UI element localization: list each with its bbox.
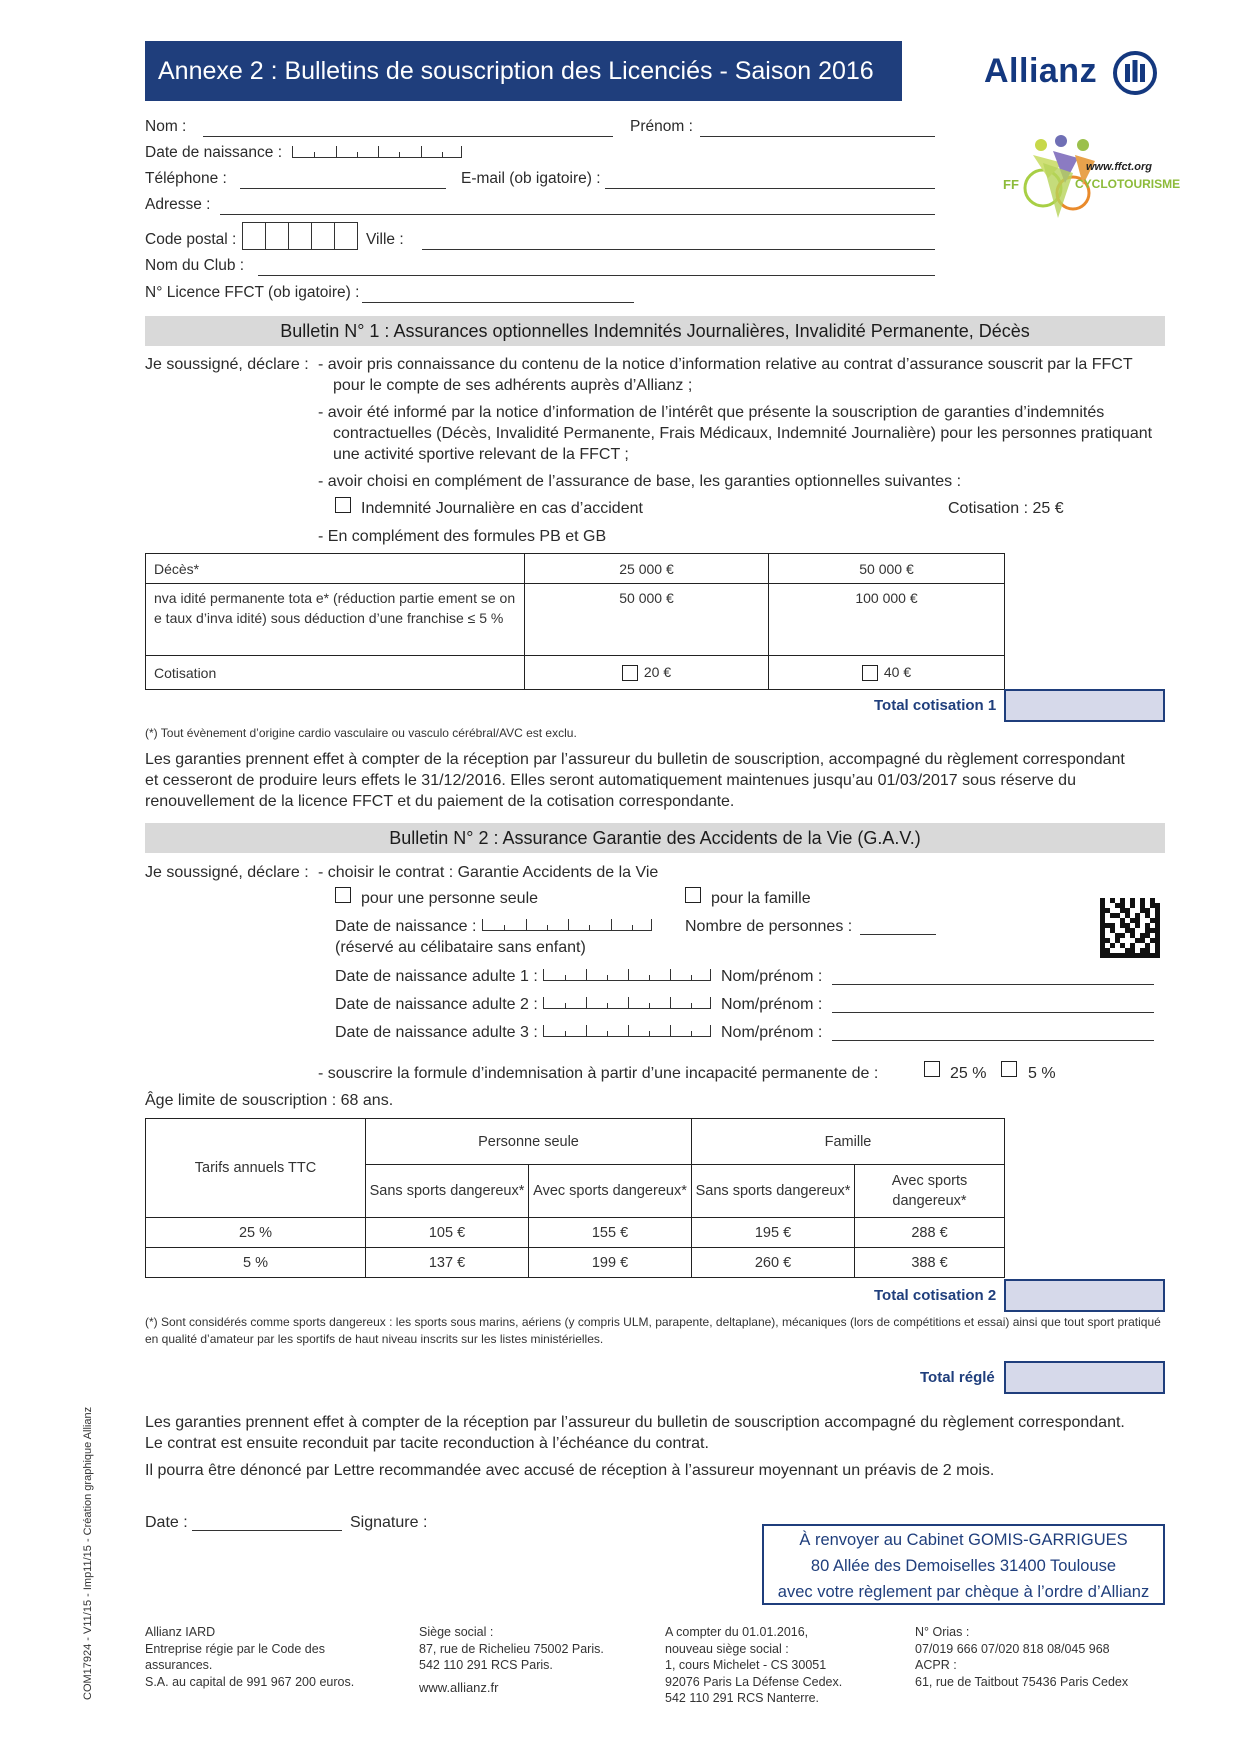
club-field[interactable]	[258, 275, 935, 276]
deces-value-2: 50 000 €	[769, 554, 1005, 584]
b1-note: (*) Tout évènement d’origine cardio vasculaire ou vasculo cérébral/AVC est exclu.	[145, 726, 577, 740]
adulte-3-date-field[interactable]	[543, 1025, 711, 1037]
nb-personnes-field[interactable]	[860, 934, 936, 935]
telephone-field[interactable]	[240, 188, 446, 189]
invalidite-value-2: 100 000 €	[769, 584, 1005, 656]
deces-value-1: 25 000 €	[525, 554, 769, 584]
row-label: 5 %	[146, 1248, 366, 1278]
table-row	[146, 1218, 1005, 1248]
date-field[interactable]	[192, 1530, 342, 1531]
b1-effet-1: Les garanties prennent effet à compter de la réception par l’assureur du bulletin de souscription, accompagné du règlement correspondant	[145, 751, 1125, 768]
date-tick	[586, 969, 587, 980]
date-tick	[670, 1025, 671, 1036]
footer-line: 07/019 666 07/020 818 08/045 968	[915, 1641, 1110, 1656]
personne-seule-label: pour une personne seule	[361, 890, 539, 907]
adulte-2-nom-label: Nom/prénom :	[721, 996, 823, 1013]
b1-effet-2: et cesseront de produire leurs effets le 31/12/2016. Elles seront automatiquement maintenues jusqu’au 01/03/2017 sous réserve du	[145, 772, 1076, 789]
date-tick	[611, 919, 612, 930]
b2-choisir: - choisir le contrat : Garantie Accidents de la Vie	[318, 864, 659, 881]
licence-label: N° Licence FFCT (ob igatoire) :	[145, 284, 360, 301]
birthdate-field[interactable]	[292, 146, 462, 158]
total-regle-label: Total réglé	[920, 1369, 995, 1386]
cell-value: 260 €	[692, 1248, 855, 1278]
famille-label: pour la famille	[711, 890, 811, 907]
licence-field[interactable]	[362, 302, 634, 303]
footer-line: 542 110 291 RCS Nanterre.	[665, 1691, 820, 1705]
prenom-label: Prénom :	[630, 118, 693, 135]
date-tick	[607, 1031, 608, 1036]
cotisation-2-checkbox[interactable]	[862, 665, 878, 681]
footer-line: Entreprise régie par le Code des	[145, 1641, 325, 1656]
date-tick	[526, 919, 527, 930]
footer-line: S.A. au capital de 991 967 200 euros.	[145, 1674, 355, 1689]
total-cotisation-2-label: Total cotisation 2	[874, 1287, 997, 1304]
date-tick	[607, 975, 608, 980]
formule-5-label: 5 %	[1028, 1065, 1056, 1082]
b1-decl-2b: contractuelles (Décès, Invalidité Permanente, Frais Médicaux, Indemnité Journalière) pour les personnes pratiquant	[333, 425, 1153, 442]
email-label: E-mail (ob igatoire) :	[461, 170, 601, 187]
date-tick	[336, 146, 337, 157]
tarifs-header: Tarifs annuels TTC	[146, 1119, 366, 1218]
invalidite-label: nva idité permanente tota e* (réduction partie ement se on e taux d’inva idité) sous déduction d’une franchise ≤ 5 %	[146, 584, 525, 656]
b2-effet-1: Les garanties prennent effet à compter de la réception par l’assureur du bulletin de souscription accompagné du règlement correspondant.	[145, 1414, 1125, 1431]
ffct-site: www.ffct.org	[1086, 161, 1152, 173]
personne-seule-checkbox[interactable]	[335, 887, 351, 903]
ville-label: Ville :	[366, 231, 404, 248]
cotisation-option-2[interactable]	[769, 656, 1005, 690]
nb-personnes-label: Nombre de personnes :	[685, 918, 853, 935]
date-tick	[504, 925, 505, 930]
footer-line: 61, rue de Taitbout 75436 Paris Cedex	[915, 1674, 1129, 1689]
date-tick	[691, 1031, 692, 1036]
website-link[interactable]: www.allianz.fr	[419, 1679, 499, 1695]
date-tick	[670, 969, 671, 980]
b2-declare-label: Je soussigné, déclare :	[145, 864, 309, 881]
date-tick	[421, 146, 422, 157]
ffct-name: CYCLOTOURISME	[1075, 177, 1181, 191]
adulte-2-date-field[interactable]	[543, 997, 711, 1009]
footer-line: ACPR :	[915, 1658, 957, 1672]
b1-decl-4: - En complément des formules PB et GB	[318, 528, 607, 545]
personne-seule-header: Personne seule	[366, 1119, 692, 1165]
footer-line: nouveau siège social :	[665, 1641, 789, 1656]
table-row	[146, 1248, 1005, 1278]
famille-avec-header: Avec sports dangereux*	[855, 1165, 1005, 1218]
footer-line: Siège social :	[419, 1625, 494, 1639]
datamatrix-cell	[1155, 953, 1160, 958]
footer-col-1	[145, 1624, 354, 1690]
footer-line: assurances.	[145, 1658, 213, 1672]
total-cotisation-1-label: Total cotisation 1	[874, 697, 997, 714]
page-title: Annexe 2 : Bulletins de souscription des Licenciés - Saison 2016	[145, 41, 902, 101]
cell-value: 155 €	[529, 1218, 692, 1248]
adulte-3-nom-field[interactable]	[832, 1040, 1154, 1041]
date-tick	[314, 152, 315, 157]
bulletin-2-title: Bulletin N° 2 : Assurance Garantie des Accidents de la Vie (G.A.V.)	[145, 823, 1165, 853]
b1-effet-3: renouvellement de la licence FFCT et du paiement de la cotisation correspondante.	[145, 793, 735, 810]
adulte-1-nom-field[interactable]	[832, 984, 1154, 985]
date-tick	[607, 1003, 608, 1008]
cell-value: 288 €	[855, 1218, 1005, 1248]
date-label: Date :	[145, 1514, 188, 1531]
date-tick	[691, 975, 692, 980]
footer-col-2	[419, 1624, 604, 1696]
footer-line: 92076 Paris La Défense Cedex.	[665, 1674, 843, 1689]
ij-cotisation: Cotisation : 25 €	[948, 500, 1064, 517]
allianz-brand-text: Allianz	[984, 52, 1098, 90]
adulte-2-nom-field[interactable]	[832, 1012, 1154, 1013]
footer-line: 1, cours Michelet - CS 30051	[665, 1658, 827, 1672]
b2-formule: - souscrire la formule d’indemnisation à partir d’une incapacité permanente de :	[318, 1065, 879, 1082]
date-tick	[357, 152, 358, 157]
b2-note: (*) Sont considérés comme sports dangereux : les sports sous marins, aériens (y compris ULM, parapente, deltaplane), mécaniques (lors de compétitions et essai) ainsi que tout sport pratiqué en qualité d’amateur par les sportifs de haut niveau inscrits sur les listes ministérielles.	[145, 1315, 1161, 1346]
nom-label: Nom :	[145, 118, 187, 135]
date-tick	[649, 1031, 650, 1036]
date-tick	[628, 1025, 629, 1036]
cotisation-option-1[interactable]	[525, 656, 769, 690]
club-label: Nom du Club :	[145, 257, 245, 274]
email-field[interactable]	[605, 188, 935, 189]
footer-col-4	[915, 1624, 1128, 1690]
ij-label: Indemnité Journalière en cas d’accident	[361, 500, 643, 517]
b1-declare-label: Je soussigné, déclare :	[145, 356, 309, 373]
date-tick	[565, 975, 566, 980]
b2-reserve: (réservé au célibataire sans enfant)	[335, 939, 586, 956]
cell-value: 105 €	[366, 1218, 529, 1248]
code-postal-field[interactable]	[242, 222, 358, 250]
row-label: 25 %	[146, 1218, 366, 1248]
telephone-label: Téléphone :	[145, 170, 227, 187]
footer-line: 542 110 291 RCS Paris.	[419, 1658, 553, 1672]
b1-table	[145, 553, 1005, 690]
b2-dn-field[interactable]	[482, 919, 652, 931]
date-tick	[399, 152, 400, 157]
date-tick	[586, 997, 587, 1008]
signature-label: Signature :	[350, 1514, 428, 1531]
famille-checkbox[interactable]	[685, 887, 701, 903]
return-line-3: avec votre règlement par chèque à l’ordre d’Allianz	[777, 1583, 1150, 1601]
date-tick	[649, 1003, 650, 1008]
seule-avec-header: Avec sports dangereux*	[529, 1165, 692, 1218]
print-reference: COM17924 - V11/15 - Imp11/15 - Création graphique Allianz	[82, 1406, 94, 1700]
b1-decl-2a: - avoir été informé par la notice d’information de l’intérêt que présente la souscription de garanties d’indemnités	[318, 404, 1105, 421]
famille-header: Famille	[692, 1119, 1005, 1165]
total-regle-field[interactable]	[1004, 1361, 1165, 1394]
adresse-label: Adresse :	[145, 196, 211, 213]
code-postal-label: Code postal :	[145, 231, 237, 248]
formule-25-label: 25 %	[950, 1065, 987, 1082]
date-tick	[378, 146, 379, 157]
date-tick	[649, 975, 650, 980]
deces-label: Décès*	[146, 554, 525, 584]
adulte-2-label: Date de naissance adulte 2 :	[335, 996, 538, 1013]
footer-line: A compter du 01.01.2016,	[665, 1625, 809, 1639]
allianz-logo	[984, 46, 1164, 102]
cotisation-label: Cotisation	[146, 656, 525, 690]
cotisation-1-checkbox[interactable]	[622, 665, 638, 681]
date-tick	[628, 997, 629, 1008]
adresse-field[interactable]	[220, 214, 935, 215]
cell-value: 388 €	[855, 1248, 1005, 1278]
adulte-1-date-field[interactable]	[543, 969, 711, 981]
date-tick	[586, 1025, 587, 1036]
return-line-2: 80 Allée des Demoiselles 31400 Toulouse	[810, 1557, 1117, 1575]
birthdate-label: Date de naissance :	[145, 144, 283, 161]
formule-25-checkbox[interactable]	[924, 1061, 940, 1077]
cell-value: 137 €	[366, 1248, 529, 1278]
b1-decl-2c: une activité sportive relevant de la FFCT ;	[333, 446, 629, 463]
nom-field[interactable]	[203, 136, 613, 137]
date-tick	[691, 1003, 692, 1008]
prenom-field[interactable]	[700, 136, 935, 137]
cell-value: 199 €	[529, 1248, 692, 1278]
b2-dn-label: Date de naissance :	[335, 918, 477, 935]
footer-col-3	[665, 1624, 842, 1707]
ffct-ff: FF	[1003, 177, 1019, 192]
footer-line: 87, rue de Richelieu 75002 Paris.	[419, 1641, 604, 1656]
formule-5-checkbox[interactable]	[1001, 1061, 1017, 1077]
invalidite-value-1: 50 000 €	[525, 584, 769, 656]
age-limite: Âge limite de souscription : 68 ans.	[145, 1092, 394, 1109]
ffct-logo	[1003, 133, 1181, 233]
footer-line: N° Orias :	[915, 1625, 970, 1639]
date-tick	[632, 925, 633, 930]
date-tick	[565, 1003, 566, 1008]
adulte-1-label: Date de naissance adulte 1 :	[335, 968, 538, 985]
b1-decl-1a: - avoir pris connaissance du contenu de la notice d’information relative au contrat d’assurance souscrit par la FFCT	[318, 356, 1133, 373]
allianz-eagle-icon	[1112, 50, 1158, 96]
adulte-3-label: Date de naissance adulte 3 :	[335, 1024, 538, 1041]
return-address-box	[762, 1524, 1165, 1605]
footer-line: Allianz IARD	[145, 1625, 216, 1639]
ij-checkbox[interactable]	[335, 497, 351, 513]
date-tick	[628, 969, 629, 980]
ville-field[interactable]	[422, 249, 935, 250]
date-tick	[589, 925, 590, 930]
date-tick	[547, 925, 548, 930]
total-cotisation-1-field[interactable]	[1004, 689, 1165, 722]
adulte-1-nom-label: Nom/prénom :	[721, 968, 823, 985]
date-tick	[568, 919, 569, 930]
return-line-1: À renvoyer au Cabinet GOMIS-GARRIGUES	[799, 1531, 1128, 1549]
b1-decl-3: - avoir choisi en complément de l’assurance de base, les garanties optionnelles suivantes :	[318, 473, 962, 490]
famille-sans-header: Sans sports dangereux*	[692, 1165, 855, 1218]
cotisation-1-value: 20 €	[643, 663, 672, 680]
datamatrix-code	[1100, 898, 1160, 958]
b2-tarifs-table	[145, 1118, 1005, 1278]
b2-effet-3: Il pourra être dénoncé par Lettre recommandée avec accusé de réception à l’assureur moyennant un préavis de 2 mois.	[145, 1462, 995, 1479]
cell-value: 195 €	[692, 1218, 855, 1248]
b2-effet-2: Le contrat est ensuite reconduit par tacite reconduction à l’échéance du contrat.	[145, 1435, 709, 1452]
cotisation-2-value: 40 €	[883, 663, 912, 680]
adulte-3-nom-label: Nom/prénom :	[721, 1024, 823, 1041]
bulletin-1-title: Bulletin N° 1 : Assurances optionnelles Indemnités Journalières, Invalidité Permanente, Décès	[145, 316, 1165, 346]
b1-decl-1b: pour le compte de ses adhérents auprès d’Allianz ;	[333, 377, 693, 394]
seule-sans-header: Sans sports dangereux*	[366, 1165, 529, 1218]
total-cotisation-2-field[interactable]	[1004, 1279, 1165, 1312]
date-tick	[442, 152, 443, 157]
date-tick	[670, 997, 671, 1008]
date-tick	[565, 1031, 566, 1036]
